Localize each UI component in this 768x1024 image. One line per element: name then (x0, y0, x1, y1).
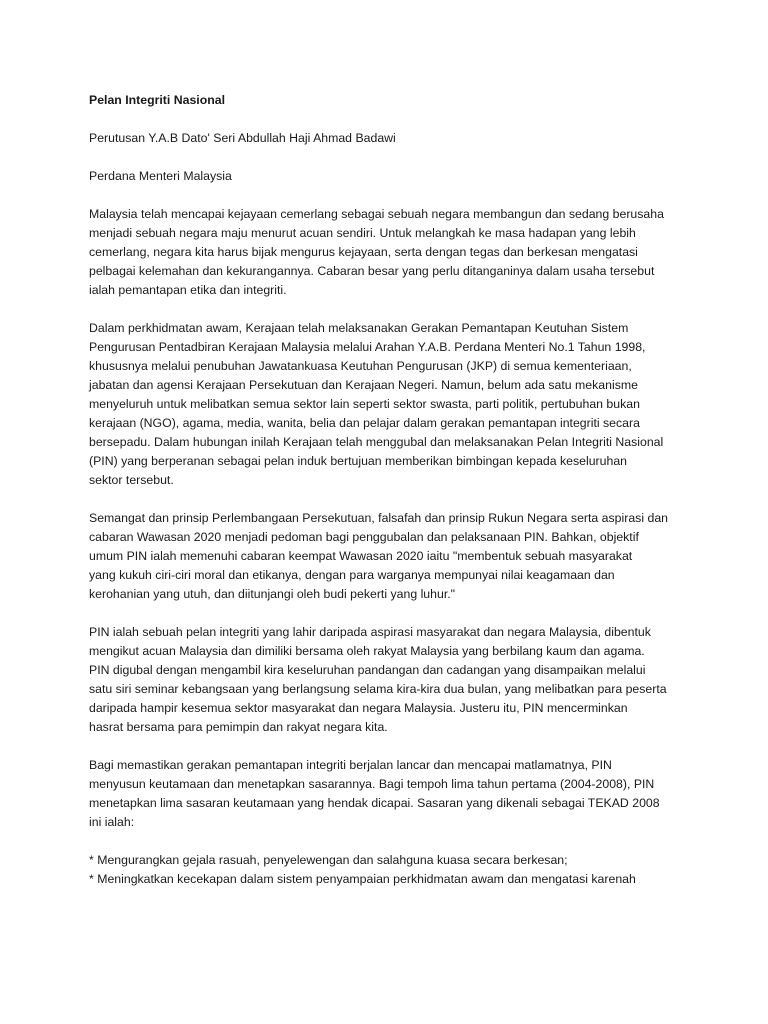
text-line: kerajaan (NGO), agama, media, wanita, belia dan pelajar dalam gerakan pemantapan integriti secara (89, 416, 640, 430)
text-line: mengikut acuan Malaysia dan dimiliki bersama oleh rakyat Malaysia yang berbilang kaum dan agama. (89, 644, 645, 658)
paragraph (89, 319, 689, 490)
text-line: Dalam perkhidmatan awam, Kerajaan telah melaksanakan Gerakan Pemantapan Keutuhan Sistem (89, 321, 629, 335)
document-body (89, 91, 689, 889)
text-line: satu siri seminar kebangsaan yang berlangsung selama kira-kira dua bulan, yang melibatkan para peserta (89, 682, 667, 696)
speaker-role: Perdana Menteri Malaysia (89, 169, 232, 183)
text-line: Malaysia telah mencapai kejayaan cemerlang sebagai sebuah negara membangun dan sedang berusaha (89, 207, 664, 221)
text-line: Semangat dan prinsip Perlembangaan Persekutuan, falsafah dan prinsip Rukun Negara serta aspirasi dan (89, 511, 668, 525)
list-item: * Mengurangkan gejala rasuah, penyelewengan dan salahguna kuasa secara berkesan; (89, 853, 568, 867)
text-line: (PIN) yang berperanan sebagai pelan induk bertujuan memberikan bimbingan kepada keseluruhan (89, 454, 627, 468)
text-line: daripada hampir kesemua sektor masyarakat dan negara Malaysia. Justeru itu, PIN mencerminkan (89, 701, 628, 715)
text-line: Pengurusan Pentadbiran Kerajaan Malaysia melalui Arahan Y.A.B. Perdana Menteri No.1 Tahun 1998, (89, 340, 646, 354)
text-line: pelbagai kelemahan dan kekurangannya. Cabaran besar yang perlu ditanganinya dalam usaha tersebut (89, 264, 655, 278)
text-line: hasrat bersama para pemimpin dan rakyat negara kita. (89, 720, 388, 734)
speech-attribution: Perutusan Y.A.B Dato' Seri Abdullah Haji Ahmad Badawi (89, 131, 396, 145)
text-line: menyeluruh untuk melibatkan semua sektor lain seperti sektor swasta, parti politik, pertubuhan bukan (89, 397, 640, 411)
bullet-list (89, 851, 689, 889)
paragraph (89, 623, 689, 737)
text-line: khususnya melalui penubuhan Jawatankuasa Keutuhan Pengurusan (JKP) di semua kementeriaan, (89, 359, 632, 373)
text-line: bersepadu. Dalam hubungan inilah Kerajaan telah menggubal dan melaksanakan Pelan Integriti Nasional (89, 435, 664, 449)
text-line: umum PIN ialah memenuhi cabaran keempat Wawasan 2020 iaitu "membentuk sebuah masyarakat (89, 549, 633, 563)
text-line: menetapkan lima sasaran keutamaan yang hendak dicapai. Sasaran yang dikenali sebagai TEKAD 2008 (89, 796, 660, 810)
text-line: ini ialah: (89, 815, 135, 829)
text-line: kerohanian yang utuh, dan diitunjangi oleh budi pekerti yang luhur." (89, 587, 456, 601)
paragraph (89, 509, 689, 604)
text-line: menyusun keutamaan dan menetapkan sasarannya. Bagi tempoh lima tahun pertama (2004-2008), PIN (89, 777, 655, 791)
paragraph (89, 756, 689, 832)
text-line: PIN ialah sebuah pelan integriti yang lahir daripada aspirasi masyarakat dan negara Malaysia, dibentuk (89, 625, 651, 639)
text-line: yang kukuh ciri-ciri moral dan etikanya, dengan para warganya mempunyai nilai keagamaan dan (89, 568, 615, 582)
paragraph (89, 205, 689, 300)
text-line: Bagi memastikan gerakan pemantapan integriti berjalan lancar dan mencapai matlamatnya, PIN (89, 758, 612, 772)
text-line: jabatan dan agensi Kerajaan Persekutuan dan Kerajaan Negeri. Namun, belum ada satu mekanisme (89, 378, 638, 392)
list-item: * Meningkatkan kecekapan dalam sistem penyampaian perkhidmatan awam dan mengatasi karenah (89, 872, 636, 886)
text-line: ialah pemantapan etika dan integriti. (89, 283, 287, 297)
document-title: Pelan Integriti Nasional (89, 93, 225, 107)
text-line: cemerlang, negara kita harus bijak mengurus kejayaan, serta dengan tegas dan berkesan mengatasi (89, 245, 638, 259)
text-line: menjadi sebuah negara maju menurut acuan sendiri. Untuk melangkah ke masa hadapan yang lebih (89, 226, 636, 240)
text-line: cabaran Wawasan 2020 menjadi pedoman bagi penggubalan dan pelaksanaan PIN. Bahkan, objektif (89, 530, 639, 544)
text-line: sektor tersebut. (89, 473, 174, 487)
text-line: PIN digubal dengan mengambil kira keseluruhan pandangan dan cadangan yang disampaikan melalui (89, 663, 646, 677)
